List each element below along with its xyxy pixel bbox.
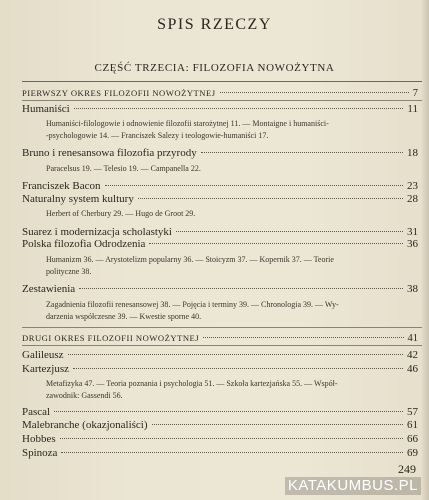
toc-entry-page: 36	[407, 238, 418, 250]
toc-entry-malebranche	[22, 418, 418, 432]
toc-entry-page: 57	[407, 406, 418, 418]
dot-leader	[79, 288, 403, 289]
toc-entry-page: 38	[407, 283, 418, 295]
toc-subentries-zestawienia	[46, 299, 418, 323]
toc-entry-label: DRUGI OKRES FILOZOFII NOWOŻYTNEJ	[22, 333, 200, 343]
toc-entry-page: 42	[407, 349, 418, 361]
watermark-logo: KATAKUMBUS.PL	[285, 477, 421, 495]
dot-leader	[152, 424, 403, 425]
toc-entry-label: Kartezjusz	[22, 363, 70, 375]
dot-leader	[73, 368, 403, 369]
toc-entry-label: Hobbes	[22, 433, 56, 445]
toc-entry-naturalny-system	[22, 192, 418, 206]
toc-entry-page: 46	[407, 363, 418, 375]
dot-leader	[68, 354, 403, 355]
toc-entry-hobbes	[22, 432, 418, 446]
dot-leader	[149, 243, 403, 244]
subentry-line: Metafizyka 47. — Teoria poznania i psychologia 51. — Szkoła kartezjańska 55. — Współ-	[46, 379, 338, 388]
subentry-line: zawodnik: Gassendi 56.	[46, 391, 123, 400]
toc-entry-page: 66	[407, 433, 418, 445]
toc-entry-label: Franciszek Bacon	[22, 180, 101, 192]
toc-entry-polska-filozofia	[22, 237, 418, 251]
dot-leader	[176, 231, 403, 232]
dot-leader	[203, 337, 403, 338]
toc-entry-label: Zestawienia	[22, 283, 76, 295]
dot-leader	[74, 108, 404, 109]
toc-entry-page: 41	[407, 333, 418, 344]
toc-entry-page: 28	[407, 193, 418, 205]
subentry-line: Paracelsus 19. — Telesio 19. — Campanella 22.	[46, 164, 201, 173]
toc-entry-bruno	[22, 146, 418, 160]
toc-entry-label: Pascal	[22, 406, 51, 418]
dot-leader	[60, 438, 403, 439]
page-title: SPIS RZECZY	[157, 16, 272, 33]
toc-subentries-humanisci	[46, 118, 418, 142]
dot-leader	[61, 452, 403, 453]
subentry-line: -psychologowie 14. — Franciszek Salezy i teologowie-humaniści 17.	[46, 131, 269, 140]
toc-entry-page: 11	[407, 103, 418, 115]
toc-entry-page: 61	[407, 419, 418, 431]
part-title: CZĘŚĆ TRZECIA: FILOZOFIA NOWOŻYTNA	[94, 62, 335, 74]
toc-entry-page: 69	[407, 447, 418, 459]
toc-entry-page: 7	[412, 88, 418, 99]
toc-entry-label: Naturalny system kultury	[22, 193, 134, 205]
part-title-divider	[22, 81, 422, 82]
subentry-line: Humaniści-filologowie i odnowienie filozofii starożytnej 11. — Montaigne i humaniści-	[46, 119, 329, 128]
section-divider	[22, 345, 422, 346]
toc-entry-label: Humaniści	[22, 103, 70, 115]
toc-entry-label: PIERWSZY OKRES FILOZOFII NOWOŻYTNEJ	[22, 88, 216, 98]
dot-leader	[138, 198, 403, 199]
page-number: 249	[398, 462, 416, 476]
dot-leader	[201, 152, 403, 153]
toc-subentries-kartezjusz	[46, 378, 418, 402]
toc-entry-page: 18	[407, 147, 418, 159]
dot-leader	[54, 411, 403, 412]
toc-entry-spinoza	[22, 446, 418, 460]
toc-entry-first-period	[22, 86, 418, 100]
toc-entry-label: Galileusz	[22, 349, 64, 361]
subentry-line: Humanizm 36. — Arystotelizm popularny 36. — Stoicyzm 37. — Kopernik 37. — Teorie	[46, 255, 334, 264]
section-divider	[22, 100, 422, 101]
toc-entry-kartezjusz	[22, 362, 418, 376]
toc-entry-zestawienia	[22, 282, 418, 296]
toc-entry-label: Bruno i renesansowa filozofia przyrody	[22, 147, 197, 159]
toc-entry-label: Suarez i modernizacja scholastyki	[22, 226, 172, 238]
toc-entry-label: Spinoza	[22, 447, 58, 459]
toc-entry-page: 31	[407, 226, 418, 238]
toc-entry-page: 23	[407, 180, 418, 192]
toc-entry-pascal	[22, 405, 418, 419]
toc-entry-label: Polska filozofia Odrodzenia	[22, 238, 146, 250]
toc-subentries-naturalny	[46, 208, 418, 220]
dot-leader	[220, 92, 409, 93]
subentry-line: darzenia współczesne 39. — Kwestie sporne 40.	[46, 312, 202, 321]
toc-subentries-polska	[46, 254, 418, 278]
page-edge-shadow	[421, 0, 429, 500]
toc-entry-label: Malebranche (okazjonaliści)	[22, 419, 148, 431]
toc-entry-galileusz	[22, 348, 418, 362]
subentry-line: Zagadnienia filozofii renesansowej 38. — Pojęcia i terminy 39. — Chronologia 39. — Wy-	[46, 300, 339, 309]
subentry-line: polityczne 38.	[46, 267, 92, 276]
subentry-line: Herbert of Cherbury 29. — Hugo de Groot 29.	[46, 209, 196, 218]
toc-entry-second-period	[22, 331, 418, 345]
toc-entry-bacon	[22, 179, 418, 193]
section-divider	[22, 327, 422, 328]
dot-leader	[105, 185, 404, 186]
toc-entry-humanisci	[22, 102, 418, 116]
toc-subentries-bruno	[46, 163, 418, 175]
